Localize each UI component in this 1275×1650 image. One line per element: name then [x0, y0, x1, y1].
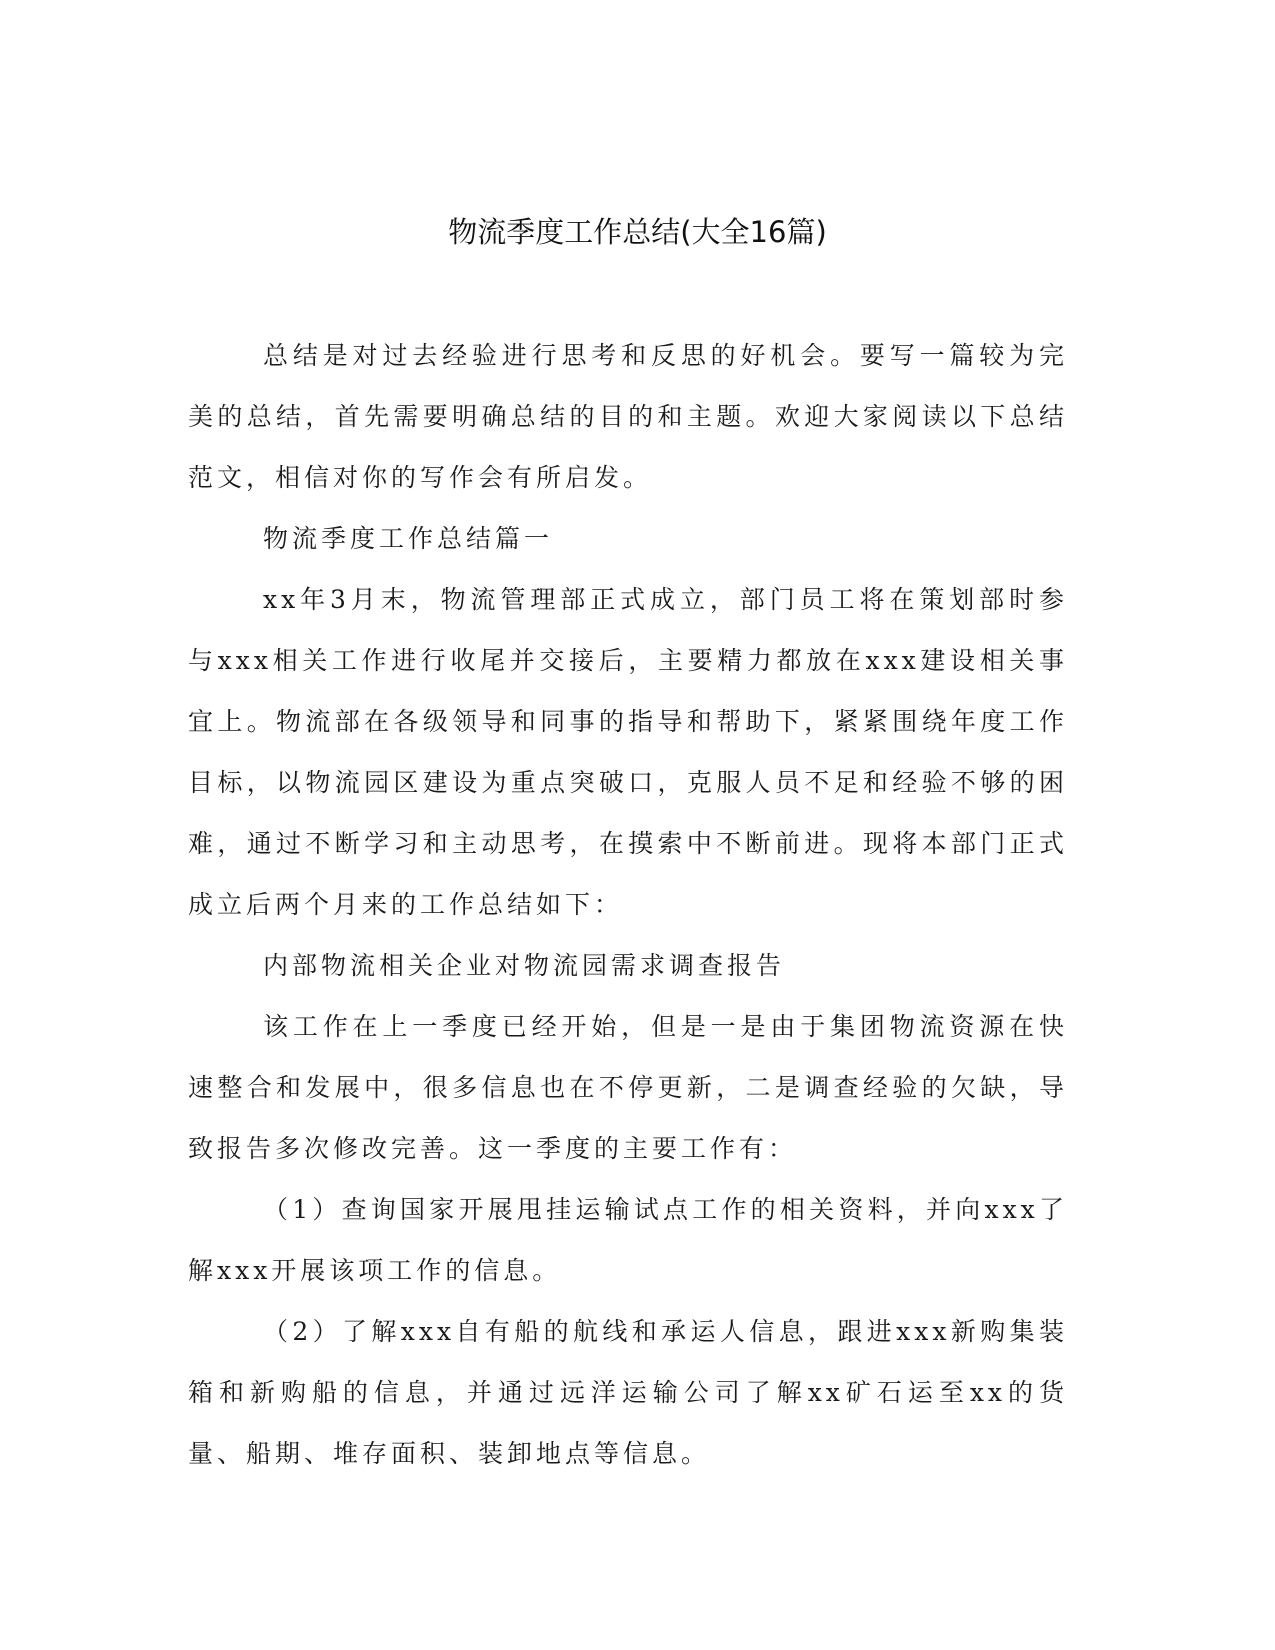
list-item: （1）查询国家开展甩挂运输试点工作的相关资料，并向xxx了解xxx开展该项工作的信息。	[188, 1195, 1068, 1285]
list-item: （2）了解xxx自有船的航线和承运人信息，跟进xxx新购集装箱和新购船的信息，并通过远洋运输公司了解xx矿石运至xx的货量、船期、堆存面积、装卸地点等信息。	[188, 1317, 1068, 1468]
subsection-heading: 内部物流相关企业对物流园需求调查报告	[263, 951, 786, 980]
document-title: 物流季度工作总结(大全16篇)	[448, 215, 827, 249]
document-body	[188, 325, 1068, 1484]
body-paragraph: 该工作在上一季度已经开始，但是一是由于集团物流资源在快速整合和发展中，很多信息也在不停更新，二是调查经验的欠缺，导致报告多次修改完善。这一季度的主要工作有：	[188, 1012, 1068, 1163]
section-heading: 物流季度工作总结篇一	[263, 524, 554, 553]
intro-paragraph: 总结是对过去经验进行思考和反思的好机会。要写一篇较为完美的总结，首先需要明确总结的目的和主题。欢迎大家阅读以下总结范文，相信对你的写作会有所启发。	[188, 341, 1068, 492]
body-paragraph: xx年3月末，物流管理部正式成立，部门员工将在策划部时参与xxx相关工作进行收尾并交接后，主要精力都放在xxx建设相关事宜上。物流部在各级领导和同事的指导和帮助下，紧紧围绕年度工作目标，以物流园区建设为重点突破口，克服人员不足和经验不够的困难，通过不断学习和主动思考，在摸索中不断前进。现将本部门正式成立后两个月来的工作总结如下：	[188, 585, 1068, 919]
